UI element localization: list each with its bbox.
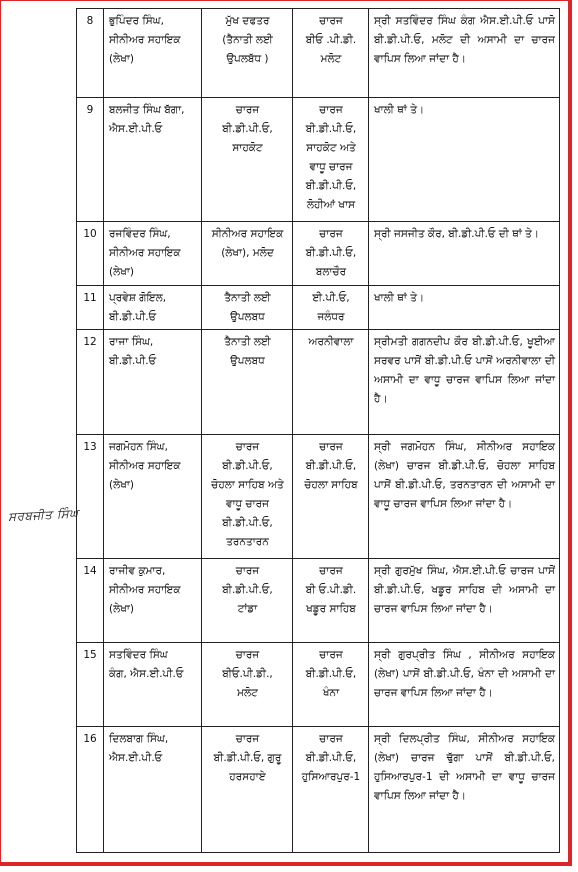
remarks-cell: ਸ੍ਰੀ ਦਿਲਪ੍ਰੀਤ ਸਿੰਘ, ਸੀਨੀਅਰ ਸਹਾਇਕ (ਲੇਖਾ) ਚਾਰਜ ਢੁੱਗਾ ਪਾਸੋਂ ਬੀ.ਡੀ.ਪੀ.ਓ, ਹੁਸਿਆਰਪੁਰ-1 ਦੀ ਅਸਾਮੀ ਦਾ ਵਾਧੂ ਚਾਰਜ ਵਾਪਿਸ ਲਿਆ ਜਾਂਦਾ ਹੈ। <box>369 727 560 853</box>
remarks-cell: ਸ੍ਰੀਮਤੀ ਗਗਨਦੀਪ ਕੌਰ ਬੀ.ਡੀ.ਪੀ.ਓ, ਖੂਈਆ ਸਰਵਰ ਪਾਸੋਂ ਬੀ.ਡੀ.ਪੀ.ਓ ਪਾਸੋਂ ਅਰਨੀਵਾਲਾ ਦੀ ਅਸਾਮੀ ਦਾ ਵਾਧੂ ਚਾਰਜ ਵਾਪਿਸ ਲਿਆ ਜਾਂਦਾ ਹੈ। <box>369 330 560 435</box>
table-row <box>77 98 560 222</box>
new-charge-cell: ਅਰਨੀਵਾਲਾ <box>293 330 369 435</box>
serial-number-cell: 14 <box>77 559 104 643</box>
remarks-cell: ਸ੍ਰੀ ਗੁਰਪ੍ਰੀਤ ਸਿੰਘ , ਸੀਨੀਅਰ ਸਹਾਇਕ (ਲੇਖਾ) ਪਾਸੋਂ ਬੀ.ਡੀ.ਪੀ.ਓ, ਖੰਨਾ ਦੀ ਅਸਾਮੀ ਦਾ ਚਾਰਜ ਵਾਪਿਸ ਲਿਆ ਜਾਂਦਾ ਹੈ। <box>369 643 560 727</box>
current-posting-cell: ਚਾਰਜ ਬੀ.ਡੀ.ਪੀ.ਓ, ਚੋਹਲਾ ਸਾਹਿਬ ਅਤੇ ਵਾਧੂ ਚਾਰਜ ਬੀ.ਡੀ.ਪੀ.ਓ, ਤਰਨਤਾਰਨ <box>202 435 293 559</box>
employee-name-cell: ਭੁਪਿੰਦਰ ਸਿੰਘ, ਸੀਨੀਅਰ ਸਹਾਇਕ (ਲੇਖਾ) <box>104 9 202 98</box>
table-row <box>77 435 560 559</box>
new-charge-cell: ਚਾਰਜ ਬੀਓ .ਪੀ.ਡੀ. ਮਲੋਟ <box>293 9 369 98</box>
serial-number-cell: 9 <box>77 98 104 222</box>
employee-name-cell: ਰਾਜਾ ਸਿੰਘ, ਬੀ.ਡੀ.ਪੀ.ਓ <box>104 330 202 435</box>
new-charge-cell: ਚਾਰਜ ਬੀ.ਡੀ.ਪੀ.ਓ, ਸਾਹਕੋਟ ਅਤੇ ਵਾਧੂ ਚਾਰਜ ਬੀ.ਡੀ.ਪੀ.ਓ, ਲੋਹੀਆਂ ਖਾਸ <box>293 98 369 222</box>
table-row <box>77 286 560 330</box>
new-charge-cell: ਚਾਰਜ ਬੀ.ਡੀ.ਪੀ.ਓ, ਬਲਾਚੌਰ <box>293 222 369 286</box>
handwritten-signature: ਸਰਬਜੀਤ ਸਿੰਘ <box>7 506 79 524</box>
table-row <box>77 9 560 98</box>
remarks-cell: ਸ੍ਰੀ ਗੁਰਮੁੱਖ ਸਿੰਘ, ਐਸ.ਈ.ਪੀ.ਓ ਚਾਰਜ ਪਾਸੋਂ ਬੀ.ਡੀ.ਪੀ.ਓ, ਖਡੂਰ ਸਾਹਿਬ ਦੀ ਅਸਾਮੀ ਦਾ ਚਾਰਜ ਵਾਪਿਸ ਲਿਆ ਜਾਂਦਾ ਹੈ। <box>369 559 560 643</box>
employee-name-cell: ਪ੍ਰਵੇਸ਼ ਗੋਇਲ, ਬੀ.ਡੀ.ਪੀ.ਓ <box>104 286 202 330</box>
current-posting-cell: ਮੁੱਖ ਦਫਤਰ (ਤੈਨਾਤੀ ਲਈ ਉਪਲਬੱਧ ) <box>202 9 293 98</box>
new-charge-cell: ਚਾਰਜ ਬੀ.ਡੀ.ਪੀ.ਓ, ਹੁਸਿਆਰਪੁਰ-1 <box>293 727 369 853</box>
remarks-cell: ਸ੍ਰੀ ਜਗਮੋਹਨ ਸਿੰਘ, ਸੀਨੀਅਰ ਸਹਾਇਕ (ਲੇਖਾ) ਚਾਰਜ ਬੀ.ਡੀ.ਪੀ.ਓ, ਚੋਹਲਾ ਸਾਹਿਬ ਪਾਸੋਂ ਬੀ.ਡੀ.ਪੀ.ਓ, ਤਰਨਤਾਰਨ ਦੀ ਅਸਾਮੀ ਦਾ ਵਾਧੂ ਚਾਰਜ ਵਾਪਿਸ ਲਿਆ ਜਾਂਦਾ ਹੈ। <box>369 435 560 559</box>
employee-name-cell: ਬਲਜੀਤ ਸਿੰਘ ਬੱਗਾ, ਐਸ.ਈ.ਪੀ.ਓ <box>104 98 202 222</box>
serial-number-cell: 12 <box>77 330 104 435</box>
remarks-cell: ਖਾਲੀ ਥਾਂ ਤੇ। <box>369 286 560 330</box>
current-posting-cell: ਸੀਨੀਅਰ ਸਹਾਇਕ (ਲੇਖਾ), ਮਲੋਦ <box>202 222 293 286</box>
new-charge-cell: ਚਾਰਜ ਬੀ.ਡੀ.ਪੀ.ਓ, ਚੋਹਲਾ ਸਾਹਿਬ <box>293 435 369 559</box>
serial-number-cell: 11 <box>77 286 104 330</box>
employee-name-cell: ਰਜਵਿੰਦਰ ਸਿੰਘ, ਸੀਨੀਅਰ ਸਹਾਇਕ (ਲੇਖਾ) <box>104 222 202 286</box>
table-row <box>77 643 560 727</box>
serial-number-cell: 15 <box>77 643 104 727</box>
new-charge-cell: ਈ.ਪੀ.ਓ, ਜਲੰਧਰ <box>293 286 369 330</box>
remarks-cell: ਸ੍ਰੀ ਜਸਜੀਤ ਕੌਰ, ਬੀ.ਡੀ.ਪੀ.ਓ ਦੀ ਥਾਂ ਤੇ। <box>369 222 560 286</box>
table-row <box>77 222 560 286</box>
table-row <box>77 727 560 853</box>
serial-number-cell: 16 <box>77 727 104 853</box>
serial-number-cell: 10 <box>77 222 104 286</box>
employee-name-cell: ਦਿਲਬਾਗ ਸਿੰਘ, ਐਸ.ਈ.ਪੀ.ਓ <box>104 727 202 853</box>
remarks-cell: ਖਾਲੀ ਥਾਂ ਤੇ। <box>369 98 560 222</box>
current-posting-cell: ਤੈਨਾਤੀ ਲਈ ਉਪਲਬਧ <box>202 286 293 330</box>
new-charge-cell: ਚਾਰਜ ਬੀ.ਡੀ.ਪੀ.ਓ, ਖੰਨਾ <box>293 643 369 727</box>
document-page <box>76 8 559 853</box>
transfer-table <box>76 8 560 853</box>
current-posting-cell: ਚਾਰਜ ਬੀ.ਡੀ.ਪੀ.ਓ, ਗੁਰੂ ਹਰਸਹਾਏ <box>202 727 293 853</box>
employee-name-cell: ਸਤਵਿੰਦਰ ਸਿੰਘ ਕੰਗ, ਐਸ.ਈ.ਪੀ.ਓ <box>104 643 202 727</box>
serial-number-cell: 8 <box>77 9 104 98</box>
serial-number-cell: 13 <box>77 435 104 559</box>
current-posting-cell: ਚਾਰਜ ਬੀਓ.ਪੀ.ਡੀ., ਮਲੋਟ <box>202 643 293 727</box>
current-posting-cell: ਚਾਰਜ ਬੀ.ਡੀ.ਪੀ.ਓ, ਟਾਂਡਾ <box>202 559 293 643</box>
table-row <box>77 330 560 435</box>
current-posting-cell: ਚਾਰਜ ਬੀ.ਡੀ.ਪੀ.ਓ, ਸਾਹਕੋਟ <box>202 98 293 222</box>
remarks-cell: ਸ੍ਰੀ ਸਤਵਿੰਦਰ ਸਿੰਘ ਕੰਗ ਐਸ.ਈ.ਪੀ.ਓ ਪਾਸੋ ਬੀ.ਡੀ.ਪੀ.ਓ, ਮਲੋਟ ਦੀ ਅਸਾਮੀ ਦਾ ਚਾਰਜ ਵਾਪਿਸ ਲਿਆ ਜਾਂਦਾ ਹੈ। <box>369 9 560 98</box>
table-row <box>77 559 560 643</box>
employee-name-cell: ਰਾਜੀਵ ਕੁਮਾਰ, ਸੀਨੀਅਰ ਸਹਾਇਕ (ਲੇਖਾ) <box>104 559 202 643</box>
new-charge-cell: ਚਾਰਜ ਬੀ ਓ.ਪੀ.ਡੀ. ਖਡੂਰ ਸਾਹਿਬ <box>293 559 369 643</box>
employee-name-cell: ਜਗਮੋਹਨ ਸਿੰਘ, ਸੀਨੀਅਰ ਸਹਾਇਕ (ਲੇਖਾ) <box>104 435 202 559</box>
current-posting-cell: ਤੈਨਾਤੀ ਲਈ ਉਪਲਬਧ <box>202 330 293 435</box>
